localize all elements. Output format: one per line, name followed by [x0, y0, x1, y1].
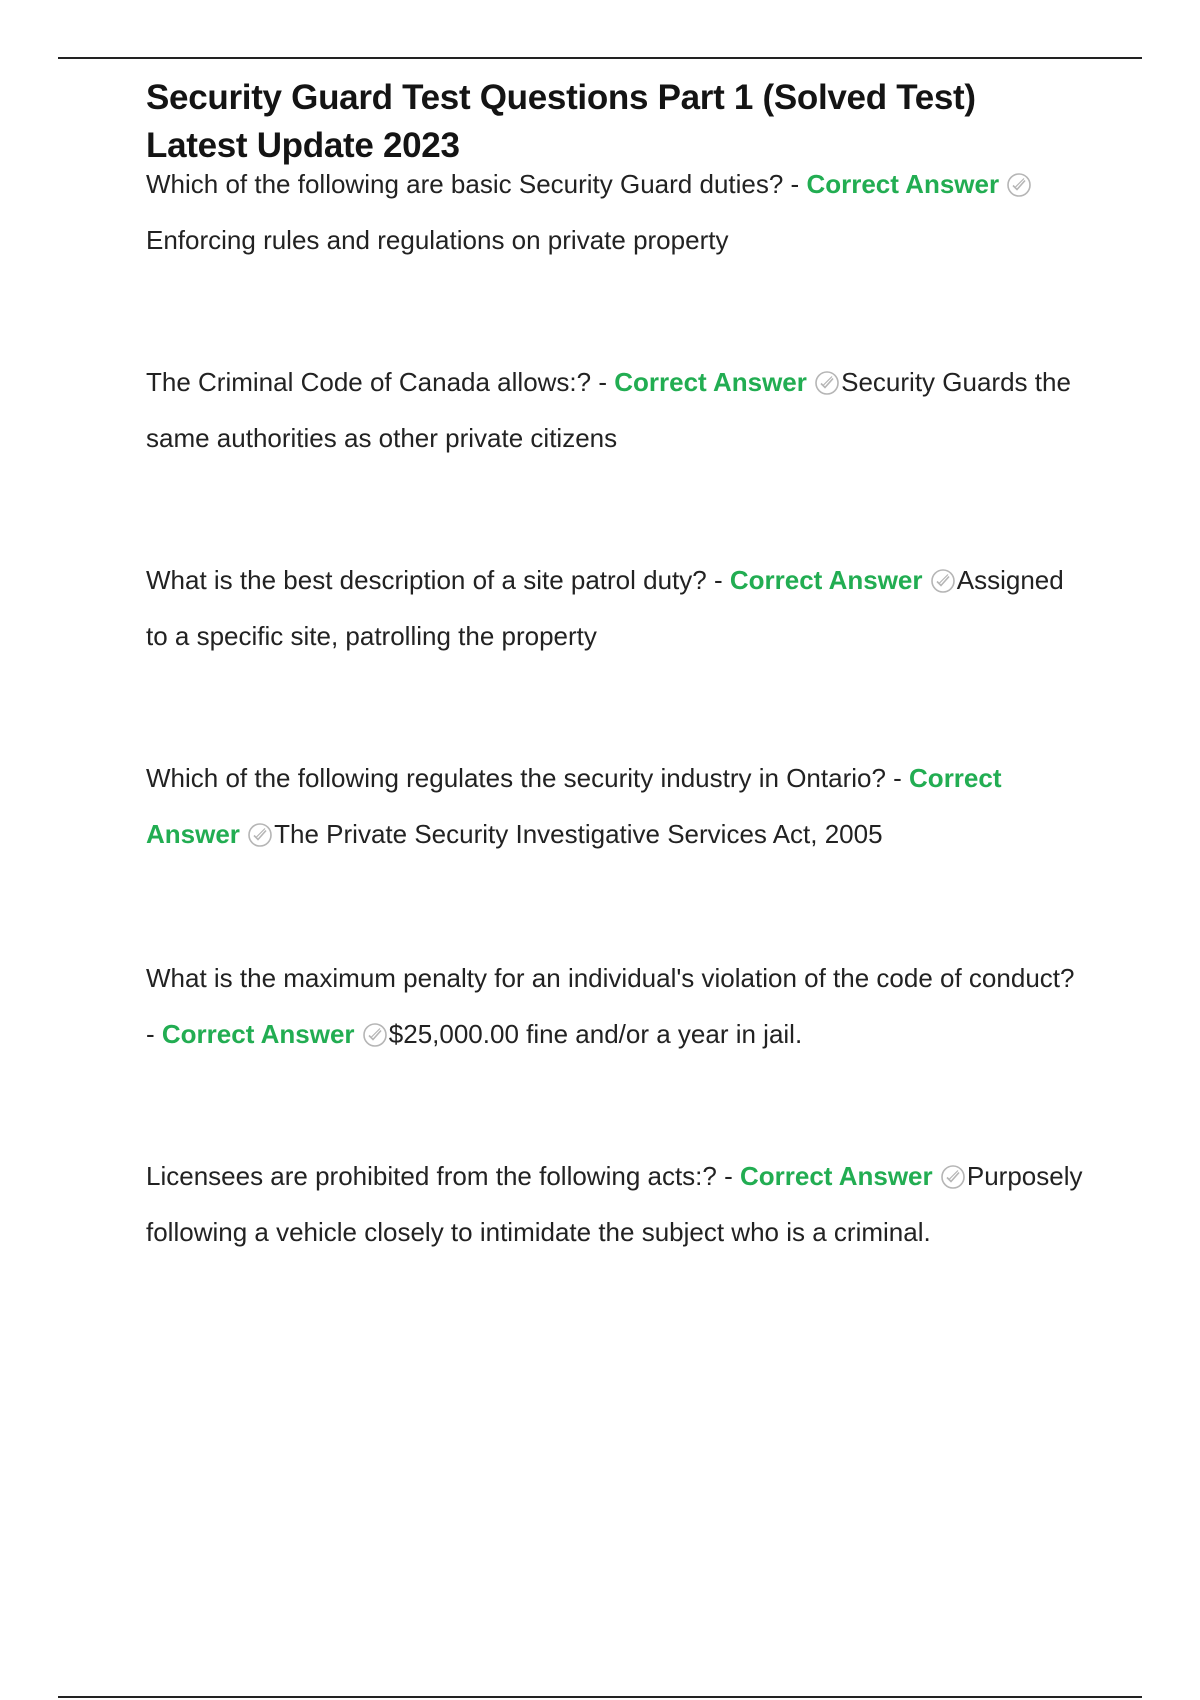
check-circle-icon [940, 1164, 966, 1190]
answer-text: Enforcing rules and regulations on private property [146, 225, 729, 255]
check-circle-icon [362, 1022, 388, 1048]
correct-answer-label: Correct Answer [146, 763, 1002, 849]
answer-text: Purposely following a vehicle closely to intimidate the subject who is a criminal. [146, 1161, 1083, 1247]
separator: - [146, 1019, 162, 1049]
top-divider [58, 57, 1142, 59]
question-text: What is the maximum penalty for an individual's violation of the code of conduct? [146, 963, 1075, 993]
correct-answer-label: Correct Answer [739, 1161, 933, 1191]
qa-item-3 [146, 552, 1086, 664]
check-circle-icon [930, 568, 956, 594]
qa-item-6 [146, 1148, 1086, 1260]
correct-answer-label: Correct Answer [161, 1019, 355, 1049]
check-circle-icon [247, 822, 273, 848]
question-text: What is the best description of a site patrol duty? [146, 565, 707, 595]
bottom-divider [58, 1696, 1142, 1698]
separator: - [706, 565, 730, 595]
correct-answer-label: Correct Answer [806, 169, 1000, 199]
question-text: Which of the following regulates the security industry in Ontario? [146, 763, 886, 793]
question-text: Which of the following are basic Security Guard duties? [146, 169, 784, 199]
separator: - [783, 169, 807, 199]
document-body [146, 74, 1086, 1247]
question-text: The Criminal Code of Canada allows:? [146, 367, 592, 397]
check-circle-icon [814, 370, 840, 396]
question-text: Licensees are prohibited from the following acts:? [146, 1161, 717, 1191]
answer-text: Assigned to a specific site, patrolling the property [146, 565, 1064, 651]
qa-item-4 [146, 750, 1086, 862]
check-circle-icon [1006, 172, 1032, 198]
answer-text: $25,000.00 fine and/or a year in jail. [388, 1019, 803, 1049]
qa-item-5 [146, 950, 1086, 1062]
separator: - [716, 1161, 740, 1191]
qa-item-1 [146, 156, 1086, 268]
correct-answer-label: Correct Answer [729, 565, 923, 595]
separator: - [591, 367, 615, 397]
answer-text: Security Guards the same authorities as other private citizens [146, 367, 1071, 453]
separator: - [885, 763, 910, 793]
page-title: Security Guard Test Questions Part 1 (Solved Test) Latest Update 2023 [146, 78, 976, 165]
answer-text: The Private Security Investigative Services Act, 2005 [274, 819, 883, 849]
correct-answer-label: Correct Answer [614, 367, 807, 397]
qa-item-2 [146, 354, 1086, 466]
